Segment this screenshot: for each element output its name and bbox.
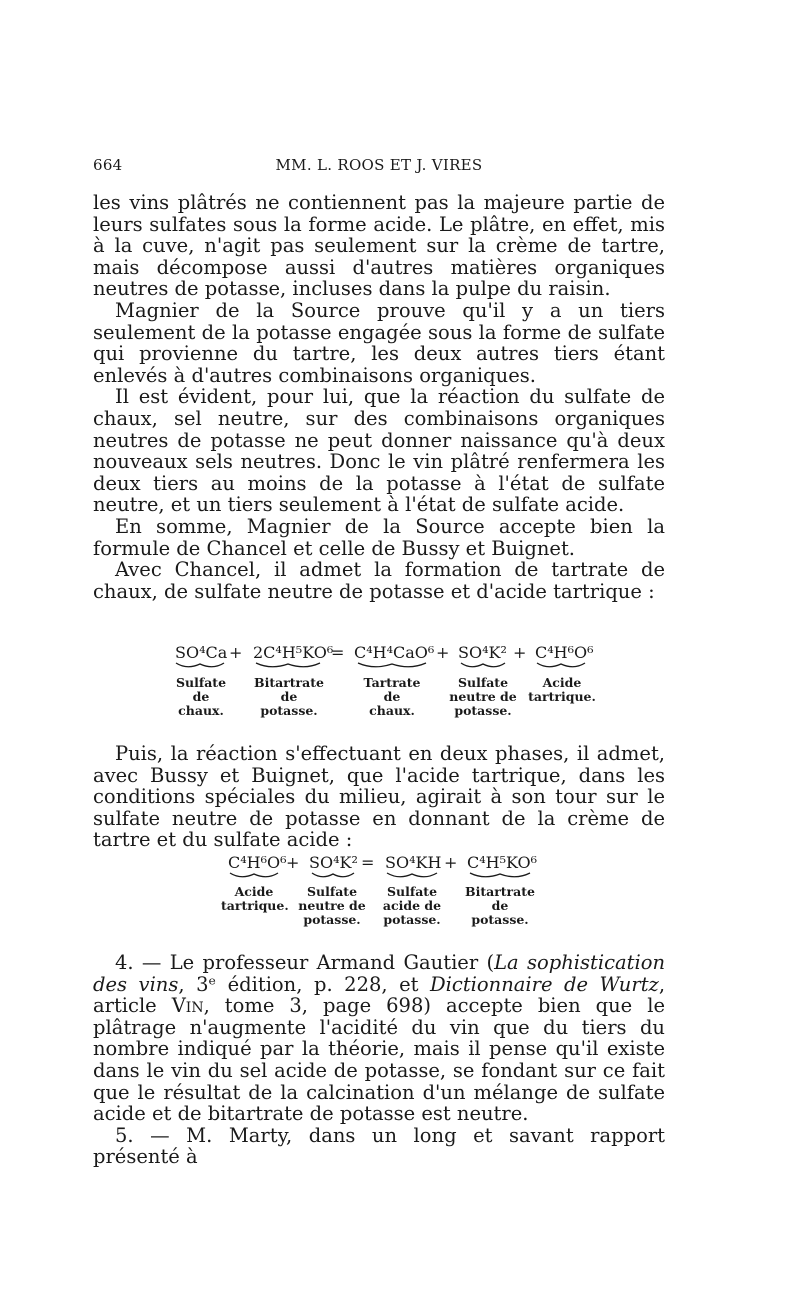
body-text-bottom bbox=[93, 952, 665, 1168]
paragraph-6: Puis, la réaction s'effectuant en deux phases, il admet, avec Bussy et Buignet, que l'acide tartrique, dans les conditions spéciales du milieu, agirait à son tour sur le sulfate neutre de potasse en donnant de la crème de tartre et du sulfate acide : bbox=[93, 742, 665, 852]
eq2-term-1: C⁴H⁶O⁶ bbox=[228, 853, 287, 872]
paragraph-1: les vins plâtrés ne contiennent pas la majeure partie de leurs sulfates sous la forme acide. Le plâtre, en effet, mis à la cuve, n'agit pas seulement sur la crème de tartre, mais décompose aussi d'autres matières organiques neutres de potasse, incluses dans la pulpe du raisin. bbox=[93, 191, 665, 301]
eq1-term-5: C⁴H⁶O⁶ bbox=[535, 643, 594, 662]
para7-part-a: 4. — Le professeur Armand Gautier ( bbox=[115, 951, 495, 974]
eq1-brace-4 bbox=[460, 661, 506, 671]
page-number: 664 bbox=[93, 156, 123, 174]
eq2-label-2-line-2: neutre de bbox=[298, 898, 366, 913]
eq2-label-4-line-3: potasse. bbox=[471, 912, 529, 927]
eq1-label-4-line-3: potasse. bbox=[454, 703, 512, 718]
eq2-label-3-line-1: Sulfate bbox=[386, 884, 438, 899]
para7-part-g: , tome 3, page 698) accepte bien que le plâtrage n'augmente l'acidité du vin que du tiers du nombre indiqué par la théorie, mais il pense qu'il existe dans le vin du sel acide de potasse, se fondant sur ce fait que le résultat de la calcination d'un mélange de sulfate acide et de bitartrate de potasse est neutre. bbox=[93, 994, 665, 1126]
eq2-op-1: + bbox=[286, 853, 300, 872]
running-header bbox=[93, 156, 665, 180]
eq1-label-1 bbox=[166, 676, 236, 718]
eq1-label-3-line-3: chaux. bbox=[369, 703, 415, 718]
eq2-label-1-line-2: tartrique. bbox=[221, 898, 289, 913]
eq1-brace-2 bbox=[255, 661, 321, 671]
eq2-label-3 bbox=[376, 885, 448, 927]
eq1-label-1-line-1: Sulfate bbox=[175, 675, 227, 690]
eq2-op-3: + bbox=[444, 853, 458, 872]
book-title-dictionnaire: Dictionnaire de Wurtz bbox=[430, 972, 659, 996]
eq1-label-3 bbox=[356, 676, 428, 718]
eq2-term-4: C⁴H⁵KO⁶ bbox=[467, 853, 538, 872]
eq2-brace-4 bbox=[469, 871, 531, 881]
eq2-label-2-line-3: potasse. bbox=[303, 912, 361, 927]
para7-part-c: , 3ᵉ édition, p. 228, et bbox=[178, 972, 431, 996]
eq2-label-3-line-3: potasse. bbox=[383, 912, 441, 927]
eq1-label-5 bbox=[525, 676, 599, 704]
eq2-brace-2 bbox=[311, 871, 355, 881]
eq1-brace-1 bbox=[175, 661, 225, 671]
eq1-label-5-line-1: Acide bbox=[542, 675, 582, 690]
eq1-label-2 bbox=[251, 676, 327, 718]
eq1-label-5-line-2: tartrique. bbox=[528, 689, 596, 704]
paragraph-3: Il est évident, pour lui, que la réaction du sulfate de chaux, sel neutre, sur des combinaisons organiques neutres de potasse ne peut donner naissance qu'à deux nouveaux sels neutres. Donc le vin plâtré renfermera les deux tiers au moins de la potasse à l'état de sulfate neutre, et un tiers seulement à l'état de sulfate acide. bbox=[93, 385, 665, 517]
eq2-label-1 bbox=[221, 885, 287, 913]
eq1-term-2: 2C⁴H⁵KO⁶ bbox=[253, 643, 334, 662]
eq1-term-1: SO⁴Ca bbox=[175, 643, 228, 662]
eq1-label-2-line-3: potasse. bbox=[260, 703, 318, 718]
paragraph-4: En somme, Magnier de la Source accepte bien la formule de Chancel et celle de Bussy et Buignet. bbox=[93, 514, 665, 560]
eq2-label-4-line-2: de bbox=[491, 898, 509, 913]
eq2-label-2-line-1: Sulfate bbox=[306, 884, 358, 899]
eq2-op-2: = bbox=[361, 853, 375, 872]
body-text-middle bbox=[93, 743, 665, 851]
eq2-label-2 bbox=[295, 885, 369, 927]
eq1-label-4 bbox=[442, 676, 524, 718]
eq1-op-4: + bbox=[513, 643, 527, 662]
para7-part-e: , article bbox=[93, 972, 666, 1018]
eq1-op-1: + bbox=[229, 643, 243, 662]
running-title: MM. L. ROOS ET J. VIRES bbox=[275, 156, 483, 174]
eq1-label-3-line-2: de bbox=[383, 689, 401, 704]
eq1-label-1-line-3: chaux. bbox=[178, 703, 224, 718]
eq2-brace-3 bbox=[386, 871, 438, 881]
eq1-op-2: = bbox=[331, 643, 345, 662]
eq1-term-4: SO⁴K² bbox=[458, 643, 507, 662]
paragraph-7 bbox=[93, 952, 665, 1125]
eq2-brace-1 bbox=[229, 871, 279, 881]
paragraph-5: Avec Chancel, il admet la formation de tartrate de chaux, de sulfate neutre de potasse et d'acide tartrique : bbox=[93, 558, 665, 603]
eq2-label-1-line-1: Acide bbox=[234, 884, 274, 899]
eq1-label-4-line-2: neutre de bbox=[449, 689, 517, 704]
eq1-term-3: C⁴H⁴CaO⁶ bbox=[354, 643, 435, 662]
eq1-op-3: + bbox=[436, 643, 450, 662]
eq1-label-2-line-2: de bbox=[280, 689, 298, 704]
eq1-label-4-line-1: Sulfate bbox=[457, 675, 509, 690]
body-text-top bbox=[93, 192, 665, 602]
article-name: Vin bbox=[171, 994, 204, 1018]
eq1-label-3-line-1: Tartrate bbox=[363, 675, 421, 690]
book-title-sophistication: La sophistication des vins bbox=[93, 951, 666, 996]
eq1-brace-5 bbox=[536, 661, 586, 671]
eq2-label-4 bbox=[461, 885, 539, 927]
paragraph-2: Magnier de la Source prouve qu'il y a un tiers seulement de la potasse engagée sous la forme de sulfate qui provienne du tartre, les deux autres tiers étant enlevés à d'autres combinaisons organiques. bbox=[93, 298, 665, 387]
paragraph-8: 5. — M. Marty, dans un long et savant rapport présenté à bbox=[93, 1123, 665, 1169]
eq2-term-2: SO⁴K² bbox=[309, 853, 358, 872]
eq2-label-4-line-1: Bitartrate bbox=[465, 884, 535, 899]
eq1-brace-3 bbox=[357, 661, 427, 671]
eq2-label-3-line-2: acide de bbox=[382, 898, 442, 913]
eq1-label-2-line-1: Bitartrate bbox=[254, 675, 324, 690]
eq1-label-1-line-2: de bbox=[192, 689, 210, 704]
eq2-term-3: SO⁴KH bbox=[385, 853, 442, 872]
